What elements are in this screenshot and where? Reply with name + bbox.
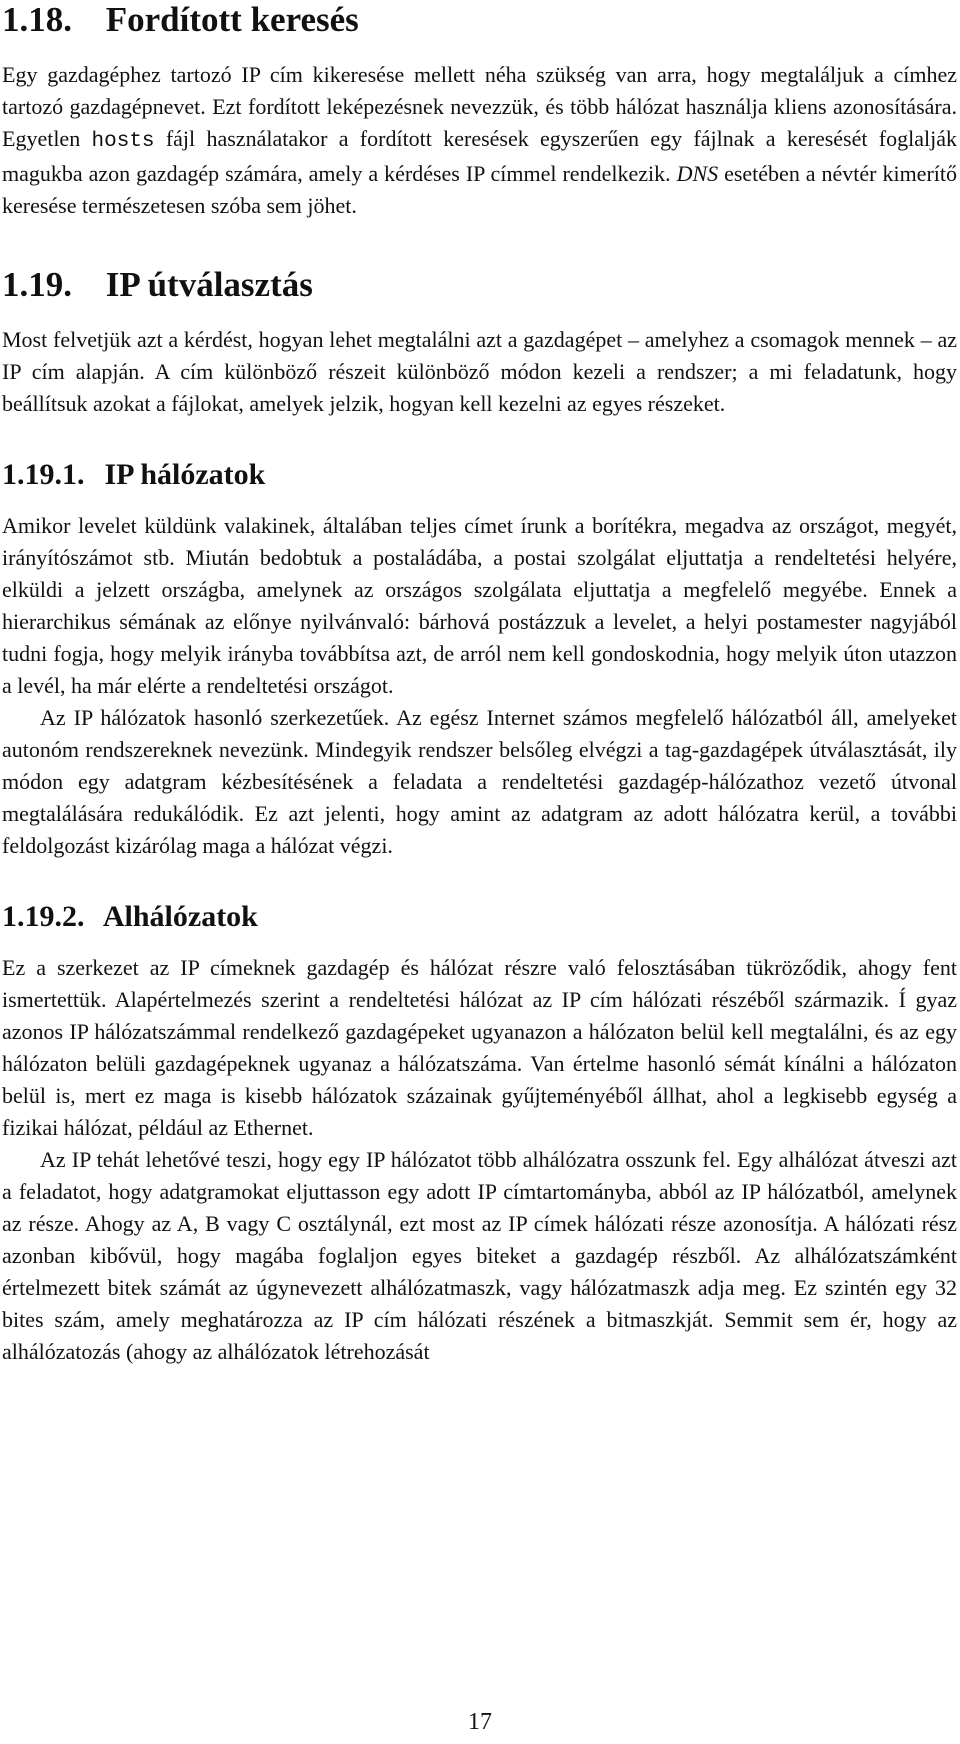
- section-number: 1.19.1.: [2, 458, 85, 491]
- section-heading-1-19: [2, 266, 957, 305]
- page-content: [2, 0, 957, 1368]
- paragraph-text: fájl használatakor a fordított keresések egyszerűen egy fájlnak a keresését foglalják magukba azon gazdagép számára, amely a kérdéses IP címmel rendelkezik.: [2, 125, 957, 186]
- paragraph: Az IP tehát lehetővé teszi, hogy egy IP hálózatot több alhálózatra osszunk fel. Egy alhálózat átveszi azt a feladatot, hogy adatgramokat eljuttasson egy adott IP címtartományba, abból az IP hálózatból, amelynek az része. Ahogy az A, B vagy C osztálynál, ezt most az IP címek hálózati része azonosítja. A hálózati rész azonban kibővül, hogy magába foglaljon egyes biteket a gazdagép részből. Az alhálózatszámként értelmezett bitek számát az úgynevezett alhálózatmaszk, vagy hálózatmaszk adja meg. Ez szintén egy 32 bites szám, amely meghatározza az IP cím hálózati részének a bitmaszkját. Semmit sem ér, hogy az alhálózatozás (ahogy az alhálózatok létrehozását: [2, 1147, 957, 1364]
- code-hosts: hosts: [91, 129, 155, 153]
- section-title: IP hálózatok: [104, 458, 266, 491]
- paragraph: Amikor levelet küldünk valakinek, általában teljes címet írunk a borítékra, megadva az országot, megyét, irányítószámot stb. Miután bedobtuk a postaládába, a postai szolgálat eljuttatja a rendeltetési helyére, elküldi a jelzett országba, amelynek az országos szolgálata eljuttatja a megfelelő megyébe. Ennek a hierarchikus sémának az előnye nyilvánvaló: bárhová postázzuk a levelet, a helyi postamester nagyjából tudni fogja, hogy melyik irányba továbbítsa azt, de arról nem kell gondoskodnia, hogy melyik úton utazzon a levél, ha már elérte a rendeltetési országot.: [2, 513, 957, 698]
- section-title: Alhálózatok: [102, 900, 258, 933]
- section-title: Fordított keresés: [105, 0, 359, 39]
- page-number: 17: [468, 1709, 492, 1735]
- section-number: 1.19.2.: [2, 900, 85, 933]
- paragraph: Ez a szerkezet az IP címeknek gazdagép és hálózat részre való felosztásában tükröződik, ahogy fent ismertettük. Alapértelmezés szerint a rendeltetési hálózat az IP cím hálózati részéből származik. Í gyaz azonos IP hálózatszámmal rendelkező gazdagépeket ugyanazon a hálózaton belül kell megtalálni, és az egy hálózaton belüli gazdagépeknek ugyanaz a hálózatszáma. Van értelme hasonló sémát kínálni a hálózaton belül is, mert ez maga is kisebb hálózatok százainak gyűjteményéből állhat, ahol a legkisebb egység a fizikai hálózat, például az Ethernet.: [2, 955, 957, 1140]
- paragraph-text: Egy gazdagéphez tartozó IP cím kikeresése mellett néha szükség van arra, hogy megtaláljuk a címhez tartozó gazdagépnevet. Ezt fordított leképezésnek nevezzük, és több hálózat használja kliens azonosítására. Egyetlen: [2, 61, 957, 151]
- emphasis-dns: DNS: [676, 160, 719, 186]
- paragraph: [2, 59, 957, 222]
- paragraph-text: esetében a névtér kimerítő keresése természetesen szóba sem jöhet.: [2, 160, 957, 218]
- section-heading-1-19-2: [2, 900, 957, 933]
- section-heading-1-18: [2, 1, 957, 40]
- section-title: IP útválasztás: [105, 264, 313, 304]
- section-number: 1.18.: [2, 0, 72, 39]
- section-heading-1-19-1: [2, 458, 957, 491]
- paragraph: Az IP hálózatok hasonló szerkezetűek. Az egész Internet számos megfelelő hálózatból áll, amelyeket autonóm rendszereknek nevezünk. Mindegyik rendszer belsőleg elvégzi a tag-gazdagépek útválasztását, ily módon egy adatgram kézbesítésének a feladata a rendeltetési gazdagép-hálózathoz vezető útvonal megtalálására redukálódik. Ez azt jelenti, hogy amint az adatgram az adott hálózatra kerül, a további feldolgozást kizárólag maga a hálózat végzi.: [2, 705, 957, 858]
- paragraph: Most felvetjük azt a kérdést, hogyan lehet megtalálni azt a gazdagépet – amelyhez a csomagok mennek – az IP cím alapján. A cím különböző részeit különböző módon kezeli a rendszer; a mi feladatunk, hogy beállítsuk azokat a fájlokat, amelyek jelzik, hogyan kell kezelni az egyes részeket.: [2, 327, 957, 416]
- section-number: 1.19.: [2, 264, 72, 304]
